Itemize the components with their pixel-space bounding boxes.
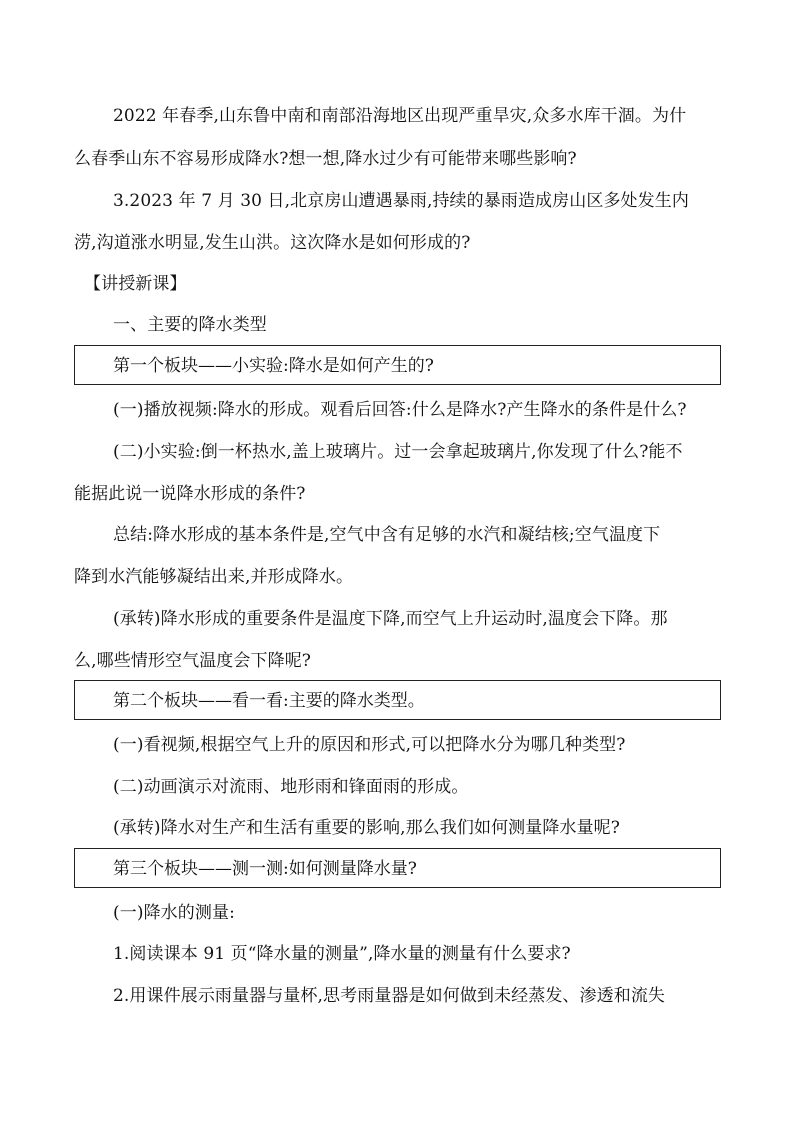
- block2-title: 第二个板块——看一看:主要的降水类型。: [113, 691, 425, 711]
- block3-box: [74, 848, 721, 888]
- summary-line1: 总结:降水形成的基本条件是,空气中含有足够的水汽和凝结核;空气温度下: [113, 525, 661, 545]
- block1-question2-line2: 能据此说一说降水形成的条件?: [74, 484, 306, 504]
- block1-title: 第一个板块——小实验:降水是如何产生的?: [113, 356, 434, 376]
- paragraph-beijing-line2: 涝,沟道涨水明显,发生山洪。这次降水是如何形成的?: [74, 233, 471, 253]
- block2-box: [74, 680, 721, 720]
- block2-question1: (一)看视频,根据空气上升的原因和形式,可以把降水分为哪几种类型?: [113, 735, 626, 755]
- block2-question2: (二)动画演示对流雨、地形雨和锋面雨的形成。: [113, 777, 469, 797]
- transition2: (承转)降水对生产和生活有重要的影响,那么我们如何测量降水量呢?: [113, 818, 620, 838]
- section-heading-new-lesson: 【讲授新课】: [84, 274, 187, 294]
- paragraph-beijing-line1: 3.2023 年 7 月 30 日,北京房山遭遇暴雨,持续的暴雨造成房山区多处发生内: [113, 191, 689, 211]
- block1-box: [74, 345, 721, 385]
- block3-title: 第三个板块——测一测:如何测量降水量?: [113, 859, 417, 879]
- block3-item2: 2.用课件展示雨量器与量杯,思考雨量器是如何做到未经蒸发、渗透和流失: [113, 986, 666, 1006]
- block3-question1: (一)降水的测量:: [113, 903, 235, 923]
- transition1-line1: (承转)降水形成的重要条件是温度下降,而空气上升运动时,温度会下降。那: [113, 609, 668, 629]
- sub-heading-precipitation-types: 一、主要的降水类型: [113, 315, 267, 335]
- paragraph-drought-line1: 2022 年春季,山东鲁中南和南部沿海地区出现严重旱灾,众多水库干涸。为什: [113, 106, 687, 126]
- block1-question1: (一)播放视频:降水的形成。观看后回答:什么是降水?产生降水的条件是什么?: [113, 400, 687, 420]
- paragraph-drought-line2: 么春季山东不容易形成降水?想一想,降水过少有可能带来哪些影响?: [74, 149, 577, 169]
- summary-line2: 降到水汽能够凝结出来,并形成降水。: [74, 567, 354, 587]
- block1-question2-line1: (二)小实验:倒一杯热水,盖上玻璃片。过一会拿起玻璃片,你发现了什么?能不: [113, 442, 683, 462]
- transition1-line2: 么,哪些情形空气温度会下降呢?: [74, 651, 312, 671]
- block3-item1: 1.阅读课本 91 页“降水量的测量”,降水量的测量有什么要求?: [113, 944, 571, 964]
